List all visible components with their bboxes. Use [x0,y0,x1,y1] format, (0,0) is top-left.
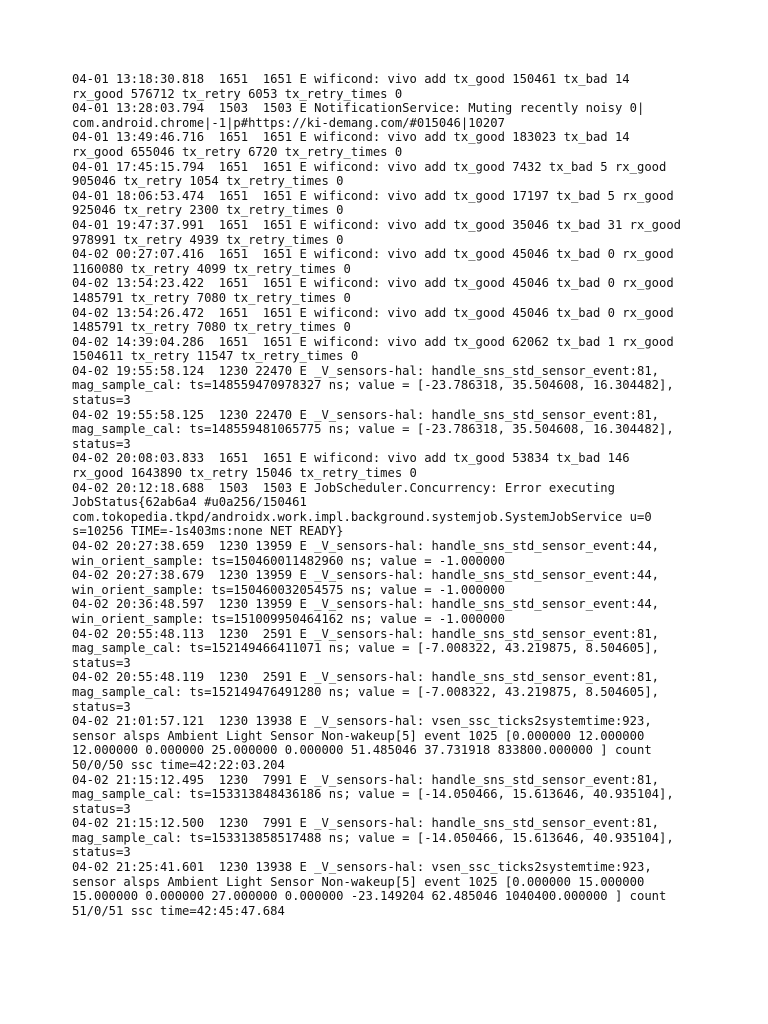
log-line: rx_good 1643890 tx_retry 15046 tx_retry_times 0 [72,466,417,481]
log-line: 04-01 13:18:30.818 1651 1651 E wificond: vivo add tx_good 150461 tx_bad 14 [72,72,630,86]
log-line: win_orient_sample: ts=150460032054575 ns; value = -1.000000 [72,582,505,597]
log-line: 978991 tx_retry 4939 tx_retry_times 0 [72,232,344,247]
log-line: win_orient_sample: ts=150460011482960 ns; value = -1.000000 [72,553,505,568]
log-line: 15.000000 0.000000 27.000000 0.000000 -23.149204 62.485046 1040400.000000 ] count [72,889,667,904]
log-line: 04-02 00:27:07.416 1651 1651 E wificond: vivo add tx_good 45046 tx_bad 0 rx_good [72,247,674,262]
log-line: 04-02 20:12:18.688 1503 1503 E JobScheduler.Concurrency: Error executing [72,480,615,495]
log-line: mag_sample_cal: ts=148559481065775 ns; value = [-23.786318, 35.504608, 16.304482], [72,422,674,437]
log-line: sensor alsps Ambient Light Sensor Non-wakeup[5] event 1025 [0.000000 15.000000 [72,874,645,889]
log-line: 12.000000 0.000000 25.000000 0.000000 51.485046 37.731918 833800.000000 ] count [72,743,652,758]
log-line: 04-01 17:45:15.794 1651 1651 E wificond: vivo add tx_good 7432 tx_bad 5 rx_good [72,159,667,174]
log-line: 1160080 tx_retry 4099 tx_retry_times 0 [72,261,351,276]
log-line: 04-02 19:55:58.125 1230 22470 E _V_sensors-hal: handle_sns_std_sensor_event:81, [72,407,659,422]
log-document [72,72,712,918]
log-line: 51/0/51 ssc time=42:45:47.684 [72,903,285,918]
log-line: mag_sample_cal: ts=148559470978327 ns; value = [-23.786318, 35.504608, 16.304482], [72,378,674,393]
log-line: 04-02 13:54:23.422 1651 1651 E wificond: vivo add tx_good 45046 tx_bad 0 rx_good [72,276,674,291]
log-line: 905046 tx_retry 1054 tx_retry_times 0 [72,174,344,189]
log-line: 04-02 19:55:58.124 1230 22470 E _V_sensors-hal: handle_sns_std_sensor_event:81, [72,363,659,378]
log-line: 04-02 20:27:38.679 1230 13959 E _V_sensors-hal: handle_sns_std_sensor_event:44, [72,568,659,583]
log-line: 04-02 20:55:48.113 1230 2591 E _V_sensors-hal: handle_sns_std_sensor_event:81, [72,626,659,641]
log-line: mag_sample_cal: ts=152149476491280 ns; value = [-7.008322, 43.219875, 8.504605], [72,684,659,699]
log-line: 04-02 20:36:48.597 1230 13959 E _V_sensors-hal: handle_sns_std_sensor_event:44, [72,597,659,612]
log-line: 50/0/50 ssc time=42:22:03.204 [72,757,285,772]
log-line: status=3 [72,699,131,714]
log-line: 04-01 18:06:53.474 1651 1651 E wificond: vivo add tx_good 17197 tx_bad 5 rx_good [72,188,674,203]
log-line: 04-01 19:47:37.991 1651 1651 E wificond: vivo add tx_good 35046 tx_bad 31 rx_good [72,217,682,232]
log-line: mag_sample_cal: ts=152149466411071 ns; value = [-7.008322, 43.219875, 8.504605], [72,641,659,656]
log-line: status=3 [72,845,131,860]
log-line: 1485791 tx_retry 7080 tx_retry_times 0 [72,290,351,305]
log-line: com.android.chrome|-1|p#https://ki-demang.com/#015046|10207 [72,115,505,130]
log-line: mag_sample_cal: ts=153313848436186 ns; value = [-14.050466, 15.613646, 40.935104], [72,787,674,802]
log-line: 04-01 13:28:03.794 1503 1503 E NotificationService: Muting recently noisy 0| [72,101,645,116]
log-line: JobStatus{62ab6a4 #u0a256/150461 [72,495,307,510]
log-line: status=3 [72,436,131,451]
log-line: 04-02 14:39:04.286 1651 1651 E wificond: vivo add tx_good 62062 tx_bad 1 rx_good [72,334,674,349]
log-line: 1504611 tx_retry 11547 tx_retry_times 0 [72,349,359,364]
log-line: com.tokopedia.tkpd/androidx.work.impl.background.systemjob.SystemJobService u=0 [72,509,652,524]
log-line: status=3 [72,393,131,408]
log-line: 925046 tx_retry 2300 tx_retry_times 0 [72,203,344,218]
log-line: 04-02 21:25:41.601 1230 13938 E _V_sensors-hal: vsen_ssc_ticks2systemtime:923, [72,860,652,875]
log-line: s=10256 TIME=-1s403ms:none NET READY} [72,524,344,539]
log-line: mag_sample_cal: ts=153313858517488 ns; value = [-14.050466, 15.613646, 40.935104], [72,830,674,845]
log-line: 04-02 21:01:57.121 1230 13938 E _V_sensors-hal: vsen_ssc_ticks2systemtime:923, [72,714,652,729]
log-line: win_orient_sample: ts=151009950464162 ns; value = -1.000000 [72,611,505,626]
log-line: 04-02 13:54:26.472 1651 1651 E wificond: vivo add tx_good 45046 tx_bad 0 rx_good [72,305,674,320]
log-line: status=3 [72,801,131,816]
log-line: 04-02 21:15:12.495 1230 7991 E _V_sensors-hal: handle_sns_std_sensor_event:81, [72,772,659,787]
log-line: status=3 [72,655,131,670]
log-line: rx_good 655046 tx_retry 6720 tx_retry_times 0 [72,144,403,159]
log-line: 04-02 20:08:03.833 1651 1651 E wificond: vivo add tx_good 53834 tx_bad 146 [72,451,630,466]
log-line: sensor alsps Ambient Light Sensor Non-wakeup[5] event 1025 [0.000000 12.000000 [72,728,645,743]
log-line: 04-02 20:27:38.659 1230 13959 E _V_sensors-hal: handle_sns_std_sensor_event:44, [72,539,659,553]
log-line: rx_good 576712 tx_retry 6053 tx_retry_times 0 [72,86,403,101]
log-line: 04-01 13:49:46.716 1651 1651 E wificond: vivo add tx_good 183023 tx_bad 14 [72,130,630,145]
log-line: 04-02 20:55:48.119 1230 2591 E _V_sensors-hal: handle_sns_std_sensor_event:81, [72,670,659,685]
log-line: 04-02 21:15:12.500 1230 7991 E _V_sensors-hal: handle_sns_std_sensor_event:81, [72,816,659,831]
log-line: 1485791 tx_retry 7080 tx_retry_times 0 [72,320,351,335]
